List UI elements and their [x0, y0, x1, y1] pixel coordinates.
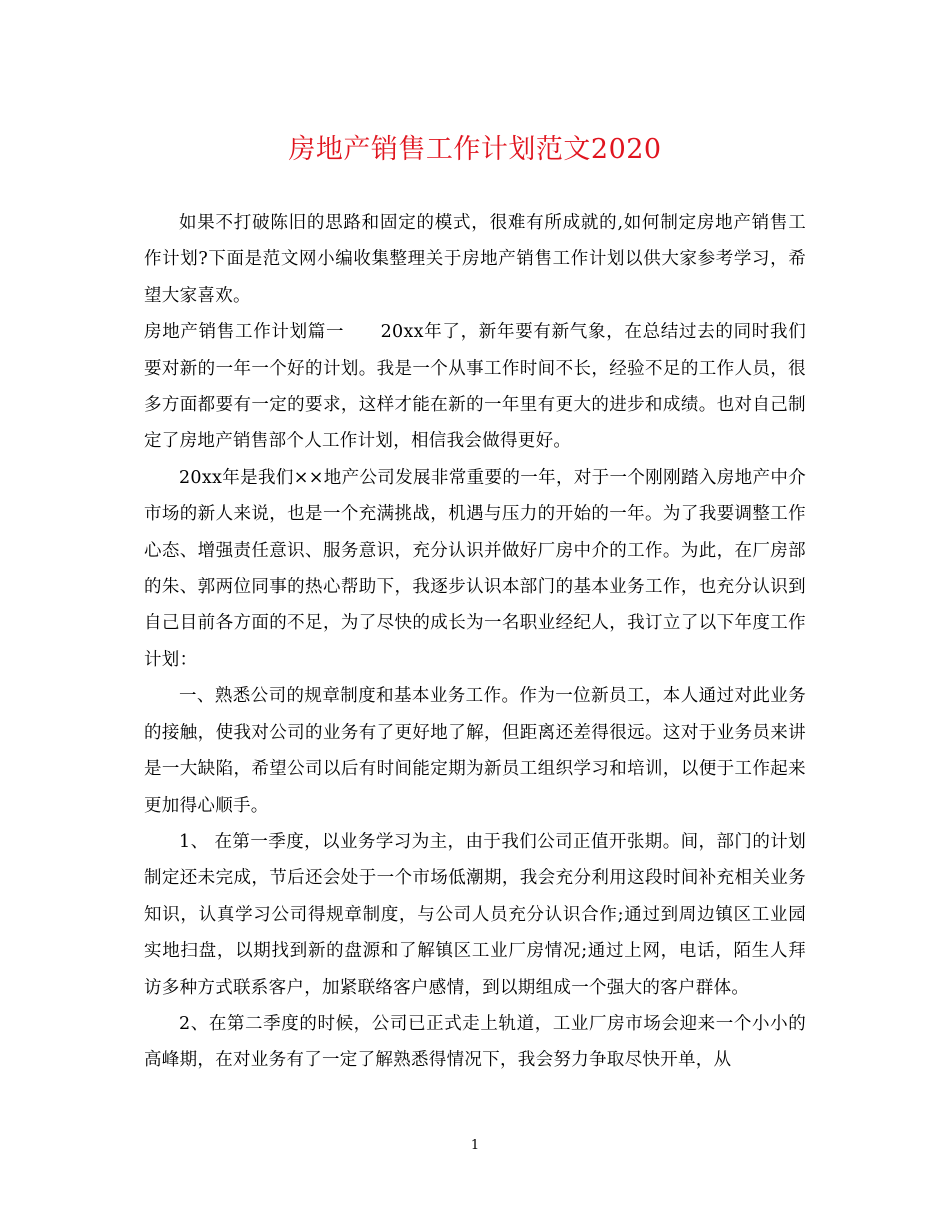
- document-title: 房地产销售工作计划范文2020: [288, 134, 662, 165]
- paragraph-intro: 如果不打破陈旧的思路和固定的模式，很难有所成就的,如何制定房地产销售工作计划?下面是范文网小编收集整理关于房地产销售工作计划以供大家参考学习，希望大家喜欢。: [144, 213, 806, 306]
- paragraph-first-quarter: 1、 在第一季度，以业务学习为主，由于我们公司正值开张期。间，部门的计划制定还未完成，节后还会处于一个市场低潮期，我会充分利用这段时间补充相关业务知识，认真学习公司得规章制度，与公司人员充分认识合作;通过到周边镇区工业园实地扫盘，以期找到新的盘源和了解镇区工业厂房情况;通过上网，电话，陌生人拜访多种方式联系客户，加紧联络客户感情，到以期组成一个强大的客户群体。: [144, 831, 806, 998]
- page-number: 1: [470, 1138, 480, 1153]
- paragraph-plan-one: 房地产销售工作计划篇一 20xx年了，新年要有新气象，在总结过去的同时我们要对新的一年一个好的计划。我是一个从事工作时间不长，经验不足的工作人员，很多方面都要有一定的要求，这样才能在新的一年里有更大的进步和成绩。也对自己制定了房地产销售部个人工作计划，相信我会做得更好。: [144, 322, 806, 452]
- paragraph-second-quarter: 2、在第二季度的时候，公司已正式走上轨道，工业厂房市场会迎来一个小小的高峰期，在对业务有了一定了解熟悉得情况下，我会努力争取尽快开单，从: [144, 1013, 806, 1071]
- document-body: [144, 205, 806, 1079]
- paragraph-section-one: 一、熟悉公司的规章制度和基本业务工作。作为一位新员工，本人通过对此业务的接触，使我对公司的业务有了更好地了解，但距离还差得很远。这对于业务员来讲是一大缺陷，希望公司以后有时间能定期为新员工组织学习和培训，以便于工作起来更加得心顺手。: [144, 686, 806, 816]
- paragraph-year-overview: 20xx年是我们××地产公司发展非常重要的一年，对于一个刚刚踏入房地产中介市场的新人来说，也是一个充满挑战，机遇与压力的开始的一年。为了我要调整工作心态、增强责任意识、服务意识，充分认识并做好厂房中介的工作。为此，在厂房部的朱、郭两位同事的热心帮助下，我逐步认识本部门的基本业务工作，也充分认识到自己目前各方面的不足，为了尽快的成长为一名职业经纪人，我订立了以下年度工作计划：: [144, 467, 806, 670]
